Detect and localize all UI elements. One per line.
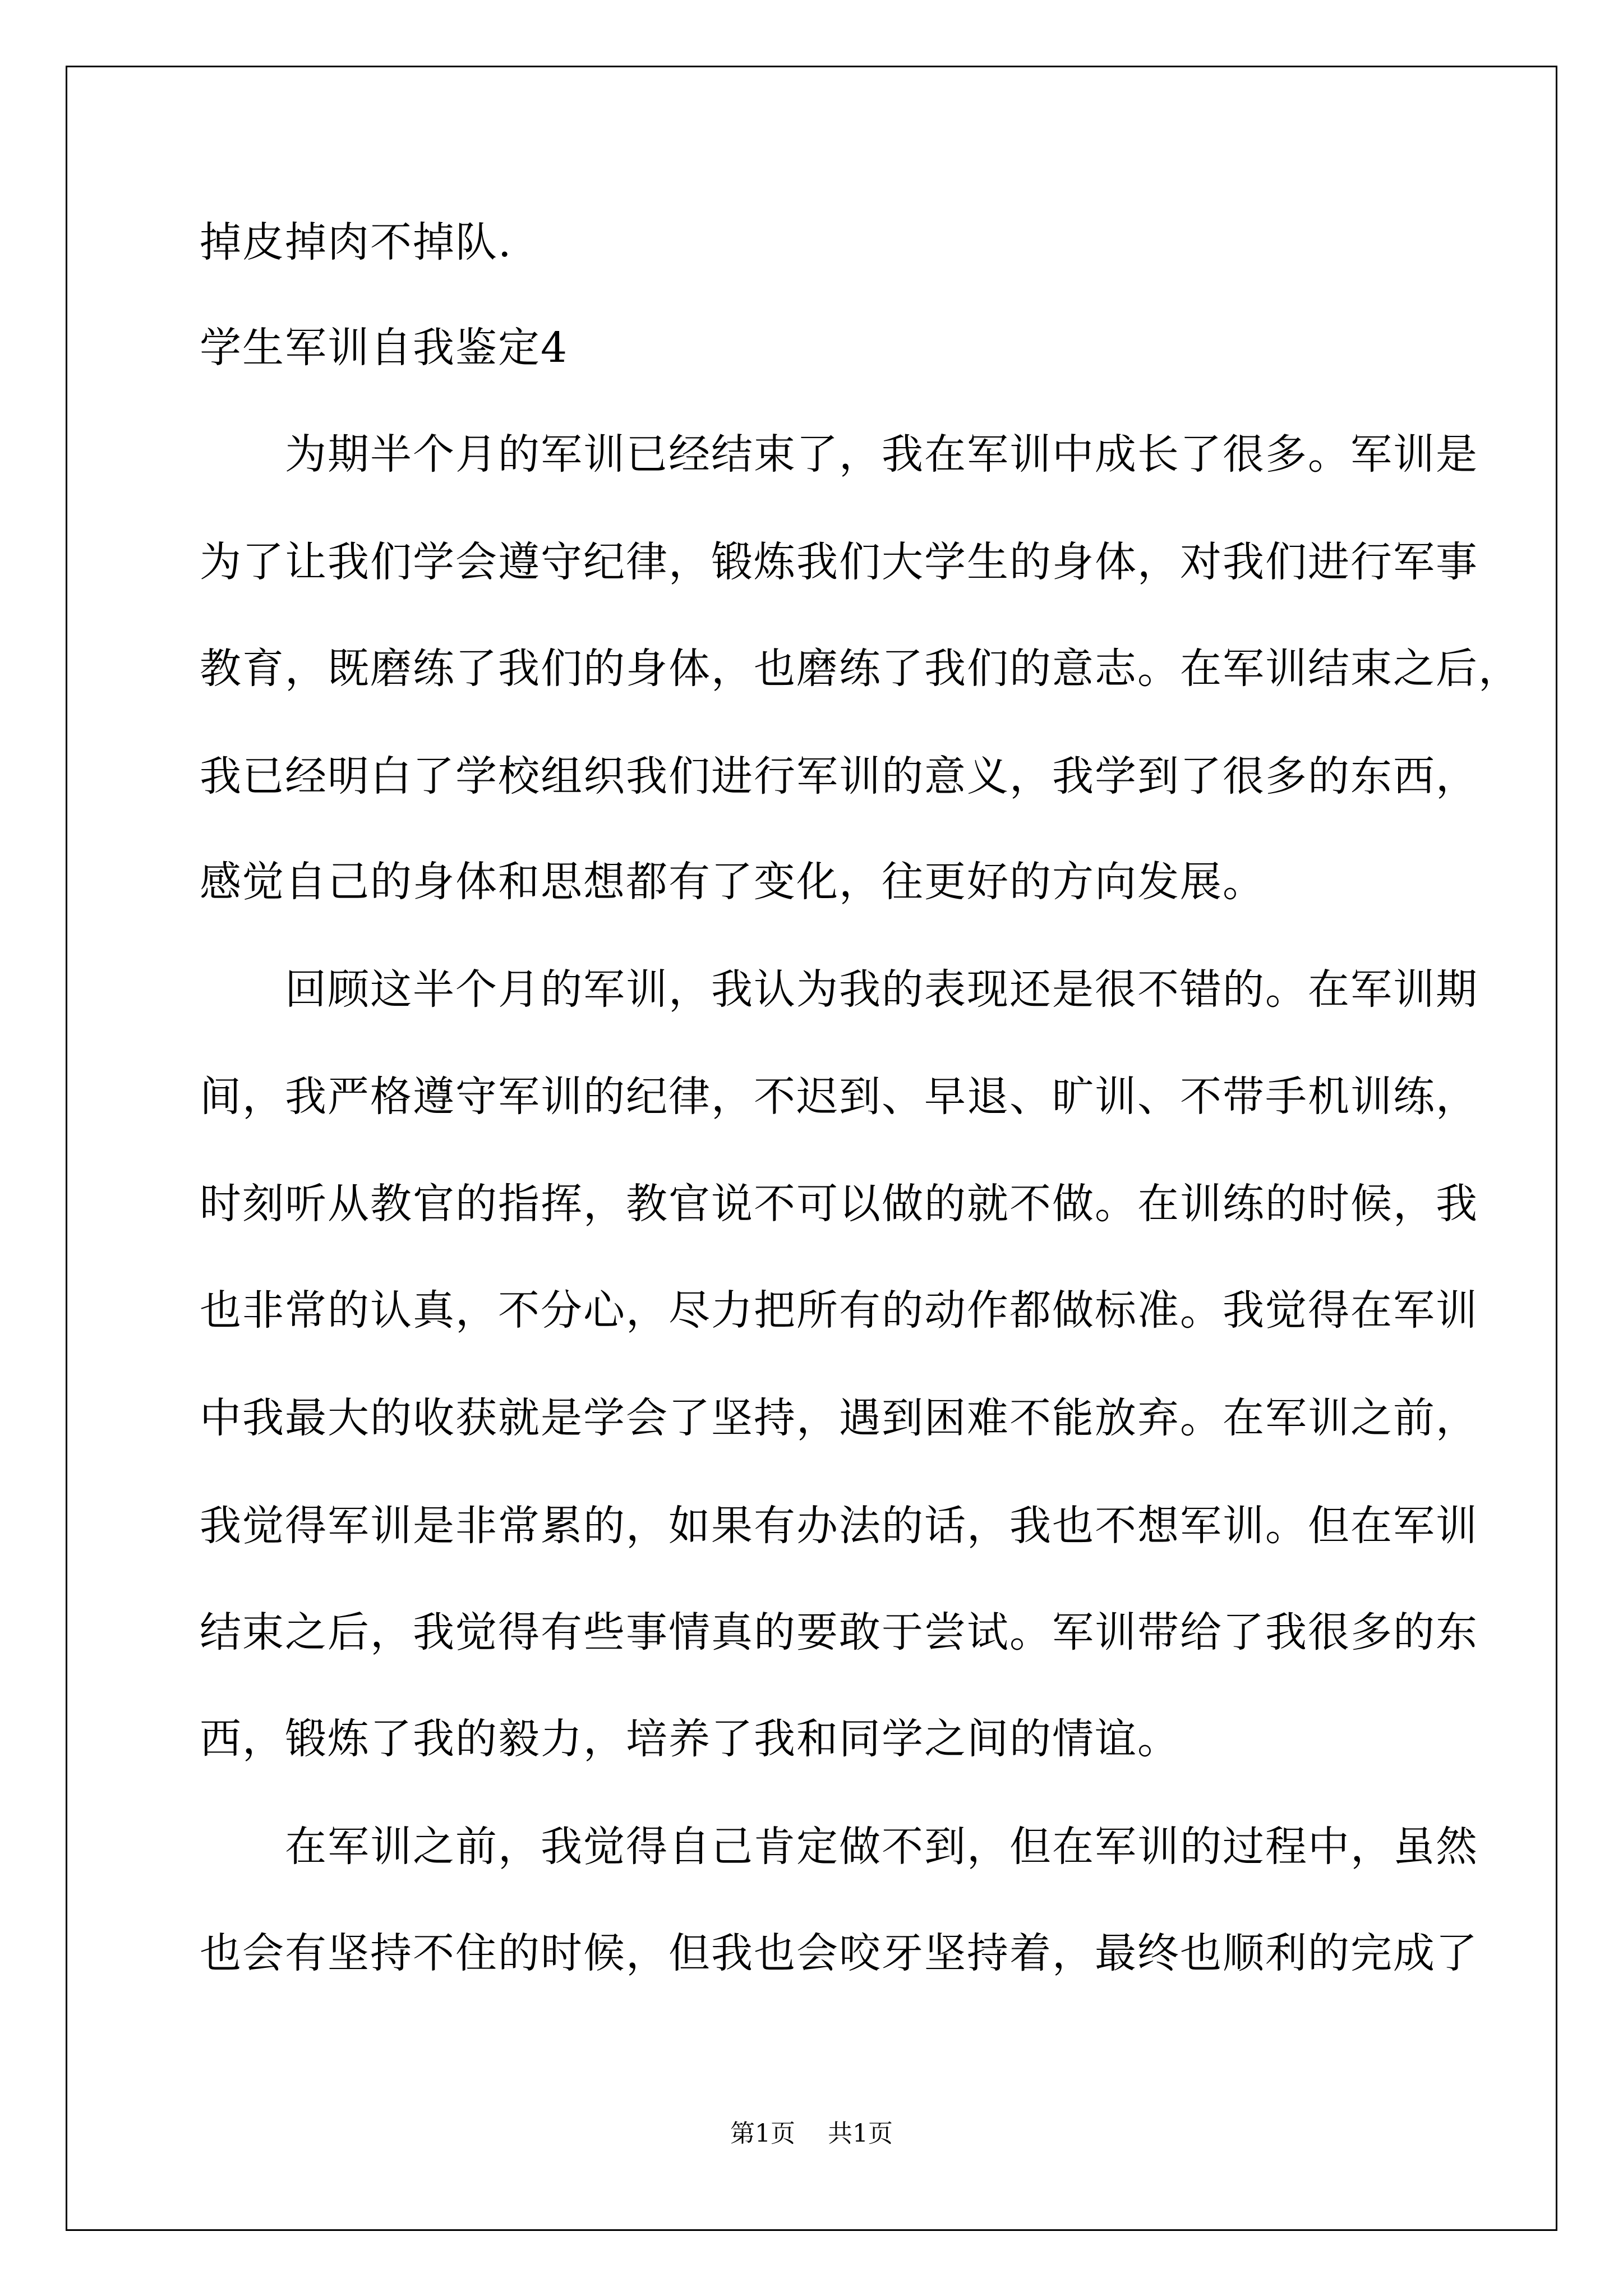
text-line: 感觉自己的身体和思想都有了变化，往更好的方向发展。 <box>200 858 1265 906</box>
text-line: 掉皮掉肉不掉队. <box>200 218 513 266</box>
text-line: 为了让我们学会遵守纪律，锻炼我们大学生的身体，对我们进行军事 <box>200 538 1478 586</box>
text-line: 中我最大的收获就是学会了坚持，遇到困难不能放弃。在军训之前， <box>200 1394 1478 1442</box>
text-line: 我已经明白了学校组织我们进行军训的意义，我学到了很多的东西， <box>200 752 1478 800</box>
text-line: 在军训之前，我觉得自己肯定做不到，但在军训的过程中，虽然 <box>200 1823 1478 1871</box>
text-line: 也非常的认真，不分心，尽力把所有的动作都做标准。我觉得在军训 <box>200 1286 1478 1335</box>
text-line: 结束之后，我觉得有些事情真的要敢于尝试。军训带给了我很多的东 <box>200 1608 1478 1657</box>
text-line: 间，我严格遵守军训的纪律，不迟到、早退、旷训、不带手机训练， <box>200 1073 1478 1121</box>
section-heading: 学生军训自我鉴定4 <box>200 324 569 372</box>
page-border <box>66 66 1557 2231</box>
page-total: 共1页 <box>828 2119 893 2148</box>
page-number: 第1页 <box>730 2119 795 2148</box>
text-line: 我觉得军训是非常累的，如果有办法的话，我也不想军训。但在军训 <box>200 1502 1478 1550</box>
text-line: 教育，既磨练了我们的身体，也磨练了我们的意志。在军训结束之后， <box>200 645 1521 693</box>
text-line: 回顾这半个月的军训，我认为我的表现还是很不错的。在军训期 <box>200 965 1478 1014</box>
text-line: 为期半个月的军训已经结束了，我在军训中成长了很多。军训是 <box>200 430 1478 478</box>
text-line: 也会有坚持不住的时候，但我也会咬牙坚持着，最终也顺利的完成了 <box>200 1929 1478 1977</box>
page-footer <box>0 2117 1623 2151</box>
text-line: 时刻听从教官的指挥，教官说不可以做的就不做。在训练的时候，我 <box>200 1180 1478 1228</box>
text-line: 西，锻炼了我的毅力，培养了我和同学之间的情谊。 <box>200 1715 1180 1763</box>
